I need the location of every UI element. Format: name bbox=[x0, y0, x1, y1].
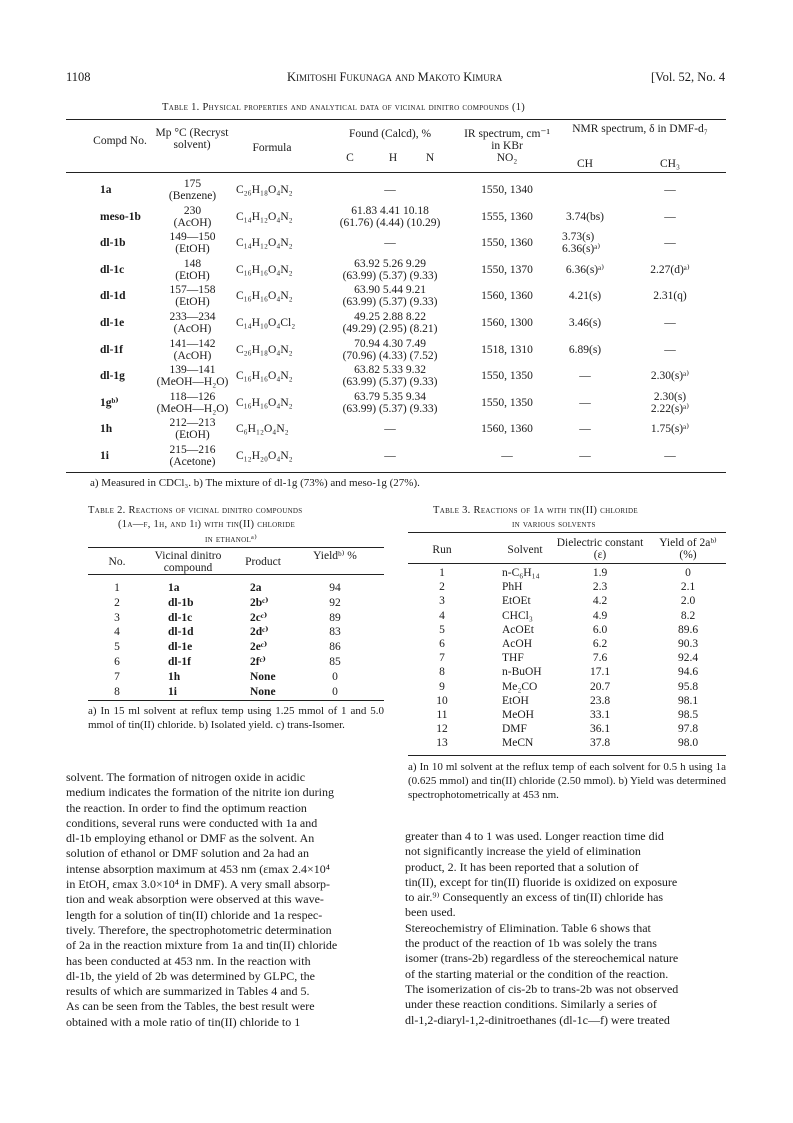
table2-row-product: 2bᶜ⁾ bbox=[250, 596, 269, 609]
table3-row-yield: 94.6 bbox=[677, 666, 699, 679]
table3-row-yield: 89.6 bbox=[677, 623, 699, 636]
table3-row-eps: 6.0 bbox=[592, 623, 608, 636]
table1-row-nmr-ch: — bbox=[579, 423, 591, 436]
body-right-line: isomer (trans-2b) regardless of the stereochemical nature bbox=[405, 951, 679, 966]
table2-row-yield: 0 bbox=[332, 670, 338, 683]
table1-row-calcd: (63.99) (5.37) (9.33) bbox=[342, 269, 438, 282]
table3-row-eps: 2.3 bbox=[592, 581, 608, 594]
body-right-line: product, 2. It has been reported that a solution of bbox=[405, 859, 639, 874]
table2-row-compound: 1h bbox=[168, 670, 181, 683]
body-left-line: conditions, several runs were conducted with 1a and bbox=[66, 815, 318, 830]
table3-row-yield: 98.1 bbox=[677, 694, 699, 707]
table1-row-nmr-ch: 3.73(s) bbox=[562, 231, 595, 244]
table3-row-run: 9 bbox=[439, 680, 445, 693]
table1-row-nmr-ch3: 2.27(d)ᵃ⁾ bbox=[650, 263, 690, 276]
table1-row-mp: 149—150 bbox=[169, 231, 216, 244]
table1-header-rule bbox=[66, 172, 726, 173]
table3-row-run: 1 bbox=[439, 567, 445, 579]
table2-row-product: 2dᶜ⁾ bbox=[250, 626, 269, 639]
table2-row-yield: 92 bbox=[329, 596, 341, 609]
table1-row-compd: dl-1f bbox=[100, 343, 123, 356]
table1-row-found: 63.90 5.44 9.21 bbox=[354, 284, 426, 297]
table3-row-solvent: n-BuOH bbox=[502, 666, 542, 679]
table1-row-compd: 1h bbox=[100, 423, 113, 436]
table1-row-nmr-ch: — bbox=[579, 370, 591, 383]
table3-row-eps: 36.1 bbox=[589, 723, 611, 736]
table3-row-solvent: THF bbox=[502, 652, 524, 665]
table1-row-found: 63.79 5.35 9.34 bbox=[354, 390, 426, 403]
body-left-line: the reaction. In order to find the optimum reaction bbox=[66, 800, 307, 815]
table1-row-mp-solvent: (AcOH) bbox=[173, 349, 212, 362]
table1-row-calcd: (49.29) (2.95) (8.21) bbox=[342, 323, 438, 335]
body-left-line: dl-1b, the yield of 2b was determined by GLPC, the bbox=[66, 968, 315, 983]
table1-bottom-rule bbox=[66, 472, 726, 473]
table1-row-mp-solvent: (AcOH) bbox=[173, 323, 212, 335]
table2-row-yield: 85 bbox=[329, 656, 341, 668]
table2-caption-1: Table 2. Reactions of vicinal dinitro compounds bbox=[88, 505, 303, 516]
table2-footnote: a) In 15 ml solvent at reflux temp using 1.25 mmol of 1 and 5.0 mmol of tin(II) chloride. b) Isolated yield. c) trans-Isomer. bbox=[88, 705, 384, 731]
table1-row-compd: 1i bbox=[100, 450, 109, 462]
table3-row-solvent: EtOH bbox=[502, 694, 529, 707]
table1-row-mp: 139—141 bbox=[169, 364, 216, 377]
table1-row-calcd: (63.99) (5.37) (9.33) bbox=[342, 402, 438, 415]
table1-row-mp-solvent: (AcOH) bbox=[173, 216, 212, 229]
table1-row-nmr-ch3: 2.30(s)ᵃ⁾ bbox=[650, 370, 690, 383]
body-left-line: intense absorption maximum at 453 nm (εmax 2.4×10⁴ bbox=[66, 861, 330, 876]
body-left-line: tion and weak absorption were observed at this wave- bbox=[66, 892, 324, 907]
table1-row-formula: C₁₆H₁₆O₄N₂ bbox=[236, 290, 293, 303]
table3-caption-2: in various solvents bbox=[512, 519, 596, 530]
body-left-line: solvent. The formation of nitrogen oxide in acidic bbox=[66, 770, 306, 784]
t2-head-product: Product bbox=[245, 556, 281, 568]
table3-row-solvent: EtOEt bbox=[502, 595, 531, 608]
t3-head-solvent: Solvent bbox=[507, 544, 543, 556]
t1-head-ch: CH bbox=[577, 158, 593, 170]
table1-row-compd: 1gᵇ⁾ bbox=[100, 396, 119, 409]
table1-row-found: 63.92 5.26 9.29 bbox=[354, 257, 426, 270]
table3-row-eps: 1.9 bbox=[592, 567, 608, 579]
running-authors: Kimitoshi Fukunaga and Makoto Kimura bbox=[287, 70, 503, 84]
table1-row-compd: dl-1g bbox=[100, 370, 125, 383]
table2-row-compound: 1i bbox=[168, 685, 177, 698]
table1-row-nmr-ch: — bbox=[579, 450, 591, 462]
table3-row-eps: 23.8 bbox=[589, 694, 611, 707]
table1-row-mp: 233—234 bbox=[169, 311, 216, 323]
table2-top-rule bbox=[88, 547, 384, 548]
t1-head-formula: Formula bbox=[252, 142, 292, 154]
table1-row-formula: C₁₄H₁₀O₄Cl₂ bbox=[236, 317, 296, 329]
table1-row-mp: 157—158 bbox=[169, 284, 216, 297]
body-left-line: tively. Therefore, the spectrophotometric determination bbox=[66, 922, 332, 937]
body-left-line: solution of ethanol or DMF solution and 2a had an bbox=[66, 846, 309, 861]
table1-row-nmr-ch: 3.74(bs) bbox=[565, 210, 604, 223]
table1-row-found: 70.94 4.30 7.49 bbox=[354, 337, 426, 350]
t1-head-compd: Compd No. bbox=[93, 135, 147, 147]
table3-row-yield: 98.5 bbox=[677, 709, 699, 721]
t2-head-yield: Yieldᵇ⁾ % bbox=[313, 550, 357, 562]
table3-row-eps: 33.1 bbox=[589, 709, 611, 721]
table1-row-ir: 1550, 1370 bbox=[481, 263, 533, 276]
table3-bottom-rule bbox=[408, 755, 726, 756]
body-left-line: As can be seen from the Tables, the best result were bbox=[66, 999, 315, 1014]
table3-row-run: 3 bbox=[439, 595, 445, 608]
table1-row-mp: 212—213 bbox=[169, 417, 216, 430]
table1-row-formula: C₁₄H₁₂O₄N₂ bbox=[236, 210, 293, 223]
table3-row-solvent: AcOEt bbox=[502, 623, 534, 636]
table1-row-formula: C₁₄H₁₂O₄N₂ bbox=[236, 237, 293, 250]
body-left-line: has been conducted at 453 nm. In the reaction with bbox=[66, 953, 311, 968]
body-right-line: tin(II), except for tin(II) fluoride is oxidized on exposure bbox=[405, 874, 678, 889]
table3-row-yield: 98.0 bbox=[677, 737, 699, 750]
t1-head-h: H bbox=[388, 152, 398, 164]
table1-row-calcd: (63.99) (5.37) (9.33) bbox=[342, 376, 438, 389]
table1-row-formula: C₁₆H₁₆O₄N₂ bbox=[236, 370, 293, 383]
table1-row-ir: 1550, 1350 bbox=[481, 396, 533, 409]
table3-row-eps: 20.7 bbox=[589, 680, 611, 693]
table3-row-solvent: DMF bbox=[502, 723, 527, 736]
table1-row-compd: meso-1b bbox=[100, 210, 141, 223]
table1-row-mp: 148 bbox=[183, 257, 202, 270]
table2-row-product: None bbox=[250, 670, 276, 683]
table1-row-nmr-ch3: — bbox=[664, 210, 676, 223]
body-right-line: Stereochemistry of Elimination. Table 6 shows that bbox=[405, 920, 651, 935]
table1-row-mp-solvent: (EtOH) bbox=[175, 296, 210, 309]
table3-row-run: 10 bbox=[436, 694, 448, 707]
table3-top-rule bbox=[408, 532, 726, 533]
table3-row-solvent: PhH bbox=[502, 581, 523, 594]
t1-head-c: C bbox=[346, 152, 354, 164]
table3-row-yield: 95.8 bbox=[677, 680, 699, 693]
t1-head-ir: IR spectrum, cm⁻¹ in KBr bbox=[464, 128, 550, 152]
t1-head-n: N bbox=[425, 152, 435, 164]
table2-row-no: 3 bbox=[114, 611, 120, 624]
table1-row-compd: 1a bbox=[100, 184, 112, 196]
table1-row-nmr-ch: 3.46(s) bbox=[568, 317, 602, 329]
table2-caption-3: in ethanolᵃ⁾ bbox=[205, 534, 258, 545]
table3-row-eps: 17.1 bbox=[589, 666, 611, 679]
table2-row-compound: dl-1f bbox=[168, 656, 191, 668]
table1-row-nmr-ch3: — bbox=[664, 450, 676, 462]
table3-header-rule bbox=[408, 563, 726, 564]
page-number: 1108 bbox=[66, 70, 91, 84]
table3-row-eps: 4.2 bbox=[592, 595, 608, 608]
table1-row-mp-solvent: (Acetone) bbox=[169, 456, 216, 468]
body-right-line: the product of the reaction of 1b was solely the trans bbox=[405, 936, 657, 951]
table1-row-ir: 1518, 1310 bbox=[481, 343, 533, 356]
table2-row-compound: dl-1d bbox=[168, 626, 194, 639]
table3-row-run: 12 bbox=[436, 723, 448, 736]
table2-row-yield: 89 bbox=[329, 611, 341, 624]
body-right-line: greater than 4 to 1 was used. Longer reaction time did bbox=[405, 829, 664, 843]
t1-head-ir-sub: NO₂ bbox=[496, 152, 518, 164]
table2-row-no: 4 bbox=[114, 626, 120, 639]
table1-row-ir: 1560, 1300 bbox=[481, 317, 533, 329]
body-left-column bbox=[66, 770, 388, 1030]
table1-row-formula: C₁₂H₂₀O₄N₂ bbox=[236, 450, 293, 462]
table1-row-nmr-ch: — bbox=[579, 396, 591, 409]
table2-row-product: 2a bbox=[250, 582, 262, 594]
table3-row-run: 2 bbox=[439, 581, 445, 594]
table1-row-nmr-ch3: 1.75(s)ᵃ⁾ bbox=[650, 423, 690, 436]
table1-row-ir: 1550, 1360 bbox=[481, 237, 533, 250]
table2-row-yield: 0 bbox=[332, 685, 338, 698]
table1-row-found: — bbox=[384, 184, 396, 196]
table2-bottom-rule bbox=[88, 700, 384, 701]
table3-row-run: 4 bbox=[439, 609, 445, 622]
table3-row-yield: 2.0 bbox=[680, 595, 696, 608]
body-right-line: under these reaction conditions. Similarly a series of bbox=[405, 997, 657, 1012]
table1-row-calcd: (63.99) (5.37) (9.33) bbox=[342, 296, 438, 309]
body-left-line: obtained with a mole ratio of tin(II) chloride to 1 bbox=[66, 1014, 301, 1029]
t1-head-found: Found (Calcd), % bbox=[348, 128, 432, 140]
volume-info: [Vol. 52, No. 4 bbox=[651, 70, 726, 84]
table1-row-formula: C₂₆H₁₈O₄N₂ bbox=[236, 184, 293, 196]
table2-row-product: 2cᶜ⁾ bbox=[250, 611, 268, 624]
table3-row-solvent: Me₂CO bbox=[502, 680, 538, 693]
table2-row-no: 6 bbox=[114, 656, 120, 668]
table1-row-formula: C₆H₁₂O₄N₂ bbox=[236, 423, 289, 436]
table2-row-compound: dl-1c bbox=[168, 611, 193, 624]
table3-row-solvent: CHCl₃ bbox=[502, 609, 533, 622]
body-right-line: not significantly increase the yield of elimination bbox=[405, 844, 641, 859]
body-right-line: been used. bbox=[405, 905, 456, 920]
table1-row-nmr-ch3-b: 2.22(s)ᵃ⁾ bbox=[650, 402, 690, 415]
table1-row-mp: 141—142 bbox=[169, 337, 216, 350]
table2-header-rule bbox=[88, 574, 384, 575]
table1-row-nmr-ch: 6.36(s)ᵃ⁾ bbox=[565, 263, 605, 276]
table1-row-formula: C₁₆H₁₆O₄N₂ bbox=[236, 263, 293, 276]
body-right-line: to air.⁹⁾ Consequently an excess of tin(II) chloride has bbox=[405, 890, 664, 905]
body-left-line: of 2a in the reaction mixture from 1a and tin(II) chloride bbox=[66, 938, 338, 953]
table2-row-product: 2eᶜ⁾ bbox=[250, 641, 268, 654]
table3-caption-1: Table 3. Reactions of 1a with tin(II) chloride bbox=[433, 505, 638, 516]
table1-row-nmr-ch: 6.89(s) bbox=[568, 343, 602, 356]
body-right-line: of the starting material or the condition of the reaction. bbox=[405, 966, 669, 981]
table1-row-formula: C₂₆H₁₈O₄N₂ bbox=[236, 343, 293, 356]
table3-row-yield: 8.2 bbox=[680, 609, 696, 622]
table1-top-rule bbox=[66, 119, 726, 120]
t3-head-dielectric: Dielectric constant (ε) bbox=[556, 537, 644, 561]
table2-row-compound: dl-1b bbox=[168, 596, 194, 609]
table3-row-run: 7 bbox=[439, 652, 445, 665]
body-right-line: dl-1,2-diaryl-1,2-dinitroethanes (dl-1c—f) were treated bbox=[405, 1012, 670, 1027]
table1-row-calcd: (61.76) (4.44) (10.29) bbox=[339, 216, 441, 229]
table3-row-run: 6 bbox=[439, 638, 445, 650]
table2-row-product: 2fᶜ⁾ bbox=[250, 656, 266, 668]
body-left-line: medium indicates the formation of the nitrite ion during bbox=[66, 785, 334, 800]
table1-row-nmr-ch3: — bbox=[664, 317, 676, 329]
table1-row-found: 63.82 5.33 9.32 bbox=[354, 364, 426, 377]
table3-row-eps: 6.2 bbox=[592, 638, 608, 650]
table3-row-eps: 4.9 bbox=[592, 609, 608, 622]
table1-row-mp-solvent: (MeOH—H₂O) bbox=[156, 376, 229, 389]
body-left-line: results of which are summarized in Tables 4 and 5. bbox=[66, 984, 310, 999]
table1-row-mp: 215—216 bbox=[169, 444, 216, 456]
table1-row-found: — bbox=[384, 450, 396, 462]
table1-row-nmr-ch3: — bbox=[664, 237, 676, 250]
table1-row-nmr-ch3: 2.30(s) bbox=[653, 390, 687, 403]
table1-row-compd: dl-1b bbox=[100, 237, 126, 250]
table1-row-ir: 1550, 1340 bbox=[481, 184, 533, 196]
table3-footnote: a) In 10 ml solvent at the reflux temp of each solvent for 0.5 h using 1a (0.625 mmol) and tin(II) chloride (2.50 mmol). b) Yield was determined spectrophotometrically at 453 nm. bbox=[408, 761, 726, 801]
table2-row-no: 1 bbox=[114, 582, 120, 594]
table2-row-compound: dl-1e bbox=[168, 641, 193, 654]
table1-row-mp: 118—126 bbox=[169, 390, 216, 403]
table3-row-yield: 0 bbox=[685, 567, 691, 579]
table1-row-found: 61.83 4.41 10.18 bbox=[351, 204, 429, 217]
table3-row-yield: 92.4 bbox=[677, 652, 699, 665]
table2-row-no: 8 bbox=[114, 685, 120, 698]
table1-row-ir: 1550, 1350 bbox=[481, 370, 533, 383]
body-right-line: The isomerization of cis-2b to trans-2b was not observed bbox=[405, 981, 679, 996]
body-left-line: in EtOH, εmax 3.0×10⁴ in DMF). A very small absorp- bbox=[66, 877, 330, 892]
table3-row-eps: 37.8 bbox=[589, 737, 611, 750]
table3-row-yield: 97.8 bbox=[677, 723, 699, 736]
table3-row-solvent: MeCN bbox=[502, 737, 534, 750]
t2-head-compound: Vicinal dinitro compound bbox=[154, 550, 222, 574]
table3-row-run: 11 bbox=[436, 709, 448, 721]
body-right-column bbox=[405, 829, 727, 1028]
table3-row-yield: 2.1 bbox=[680, 581, 696, 594]
table1-row-calcd: (70.96) (4.33) (7.52) bbox=[342, 349, 438, 362]
table1-row-nmr-ch-b: 6.36(s)ᵃ⁾ bbox=[562, 243, 601, 256]
table2-row-yield: 86 bbox=[329, 641, 341, 654]
table1-caption: Table 1. Physical properties and analytical data of vicinal dinitro compounds (1) bbox=[162, 102, 526, 113]
table2-row-yield: 94 bbox=[329, 582, 341, 594]
t2-head-no: No. bbox=[108, 556, 126, 568]
table1-row-ir: — bbox=[501, 450, 513, 462]
table1-row-found: — bbox=[384, 237, 396, 250]
table1-row-mp-solvent: (EtOH) bbox=[175, 243, 210, 256]
table1-row-ir: 1555, 1360 bbox=[481, 210, 533, 223]
table1-row-nmr-ch3: — bbox=[664, 184, 676, 196]
table3-row-eps: 7.6 bbox=[592, 652, 608, 665]
t1-head-mp: Mp °C (Recryst solvent) bbox=[155, 127, 229, 151]
table1-row-compd: dl-1d bbox=[100, 290, 126, 303]
table1-footnote: a) Measured in CDCl₃. b) The mixture of dl-1g (73%) and meso-1g (27%). bbox=[90, 477, 420, 489]
body-left-line: dl-1b employing ethanol or DMF as the solvent. An bbox=[66, 831, 315, 846]
table2-row-product: None bbox=[250, 685, 276, 698]
table1-row-compd: dl-1e bbox=[100, 317, 125, 329]
table3-row-yield: 90.3 bbox=[677, 638, 699, 650]
table1-row-compd: dl-1c bbox=[100, 263, 125, 276]
table3-row-run: 5 bbox=[439, 623, 445, 636]
table1-row-ir: 1560, 1360 bbox=[481, 290, 533, 303]
table2-caption-2: (1a—f, 1h, and 1i) with tin(II) chloride bbox=[118, 519, 296, 530]
table1-row-nmr-ch3: 2.31(q) bbox=[653, 290, 687, 303]
t3-head-yield: Yield of 2aᵇ⁾ (%) bbox=[659, 537, 717, 561]
table1-row-mp: 175 bbox=[183, 178, 202, 190]
table2-row-yield: 83 bbox=[329, 626, 341, 639]
table2-row-compound: 1a bbox=[168, 582, 180, 594]
table3-row-run: 8 bbox=[439, 666, 445, 679]
t1-head-nmr: NMR spectrum, δ in DMF-d₇ bbox=[572, 123, 708, 135]
table3-row-run: 13 bbox=[436, 737, 448, 750]
table1-row-mp-solvent: (MeOH—H₂O) bbox=[156, 402, 229, 415]
t3-head-run: Run bbox=[432, 544, 452, 556]
table1-row-found: 49.25 2.88 8.22 bbox=[354, 311, 426, 323]
table1-row-nmr-ch3: — bbox=[664, 343, 676, 356]
table2-row-no: 5 bbox=[114, 641, 120, 654]
table3-row-solvent: MeOH bbox=[502, 709, 534, 721]
table2-row-no: 7 bbox=[114, 670, 120, 683]
table3-row-solvent: n-C₆H₁₄ bbox=[502, 567, 540, 579]
table1-row-found: — bbox=[384, 423, 396, 436]
table1-row-formula: C₁₆H₁₆O₄N₂ bbox=[236, 396, 293, 409]
table1-row-mp-solvent: (EtOH) bbox=[175, 429, 210, 442]
table1-row-nmr-ch: 4.21(s) bbox=[568, 290, 602, 303]
table2-row-no: 2 bbox=[114, 596, 120, 609]
table1-row-mp-solvent: (Benzene) bbox=[168, 190, 217, 202]
body-left-line: length for a solution of tin(II) chloride and 1a respec- bbox=[66, 907, 323, 922]
table1-row-ir: 1560, 1360 bbox=[481, 423, 533, 436]
table3-row-solvent: AcOH bbox=[502, 638, 533, 650]
table1-row-mp: 230 bbox=[183, 204, 202, 217]
table1-row-mp-solvent: (EtOH) bbox=[175, 269, 210, 282]
t1-head-ch3: CH₃ bbox=[660, 158, 680, 170]
